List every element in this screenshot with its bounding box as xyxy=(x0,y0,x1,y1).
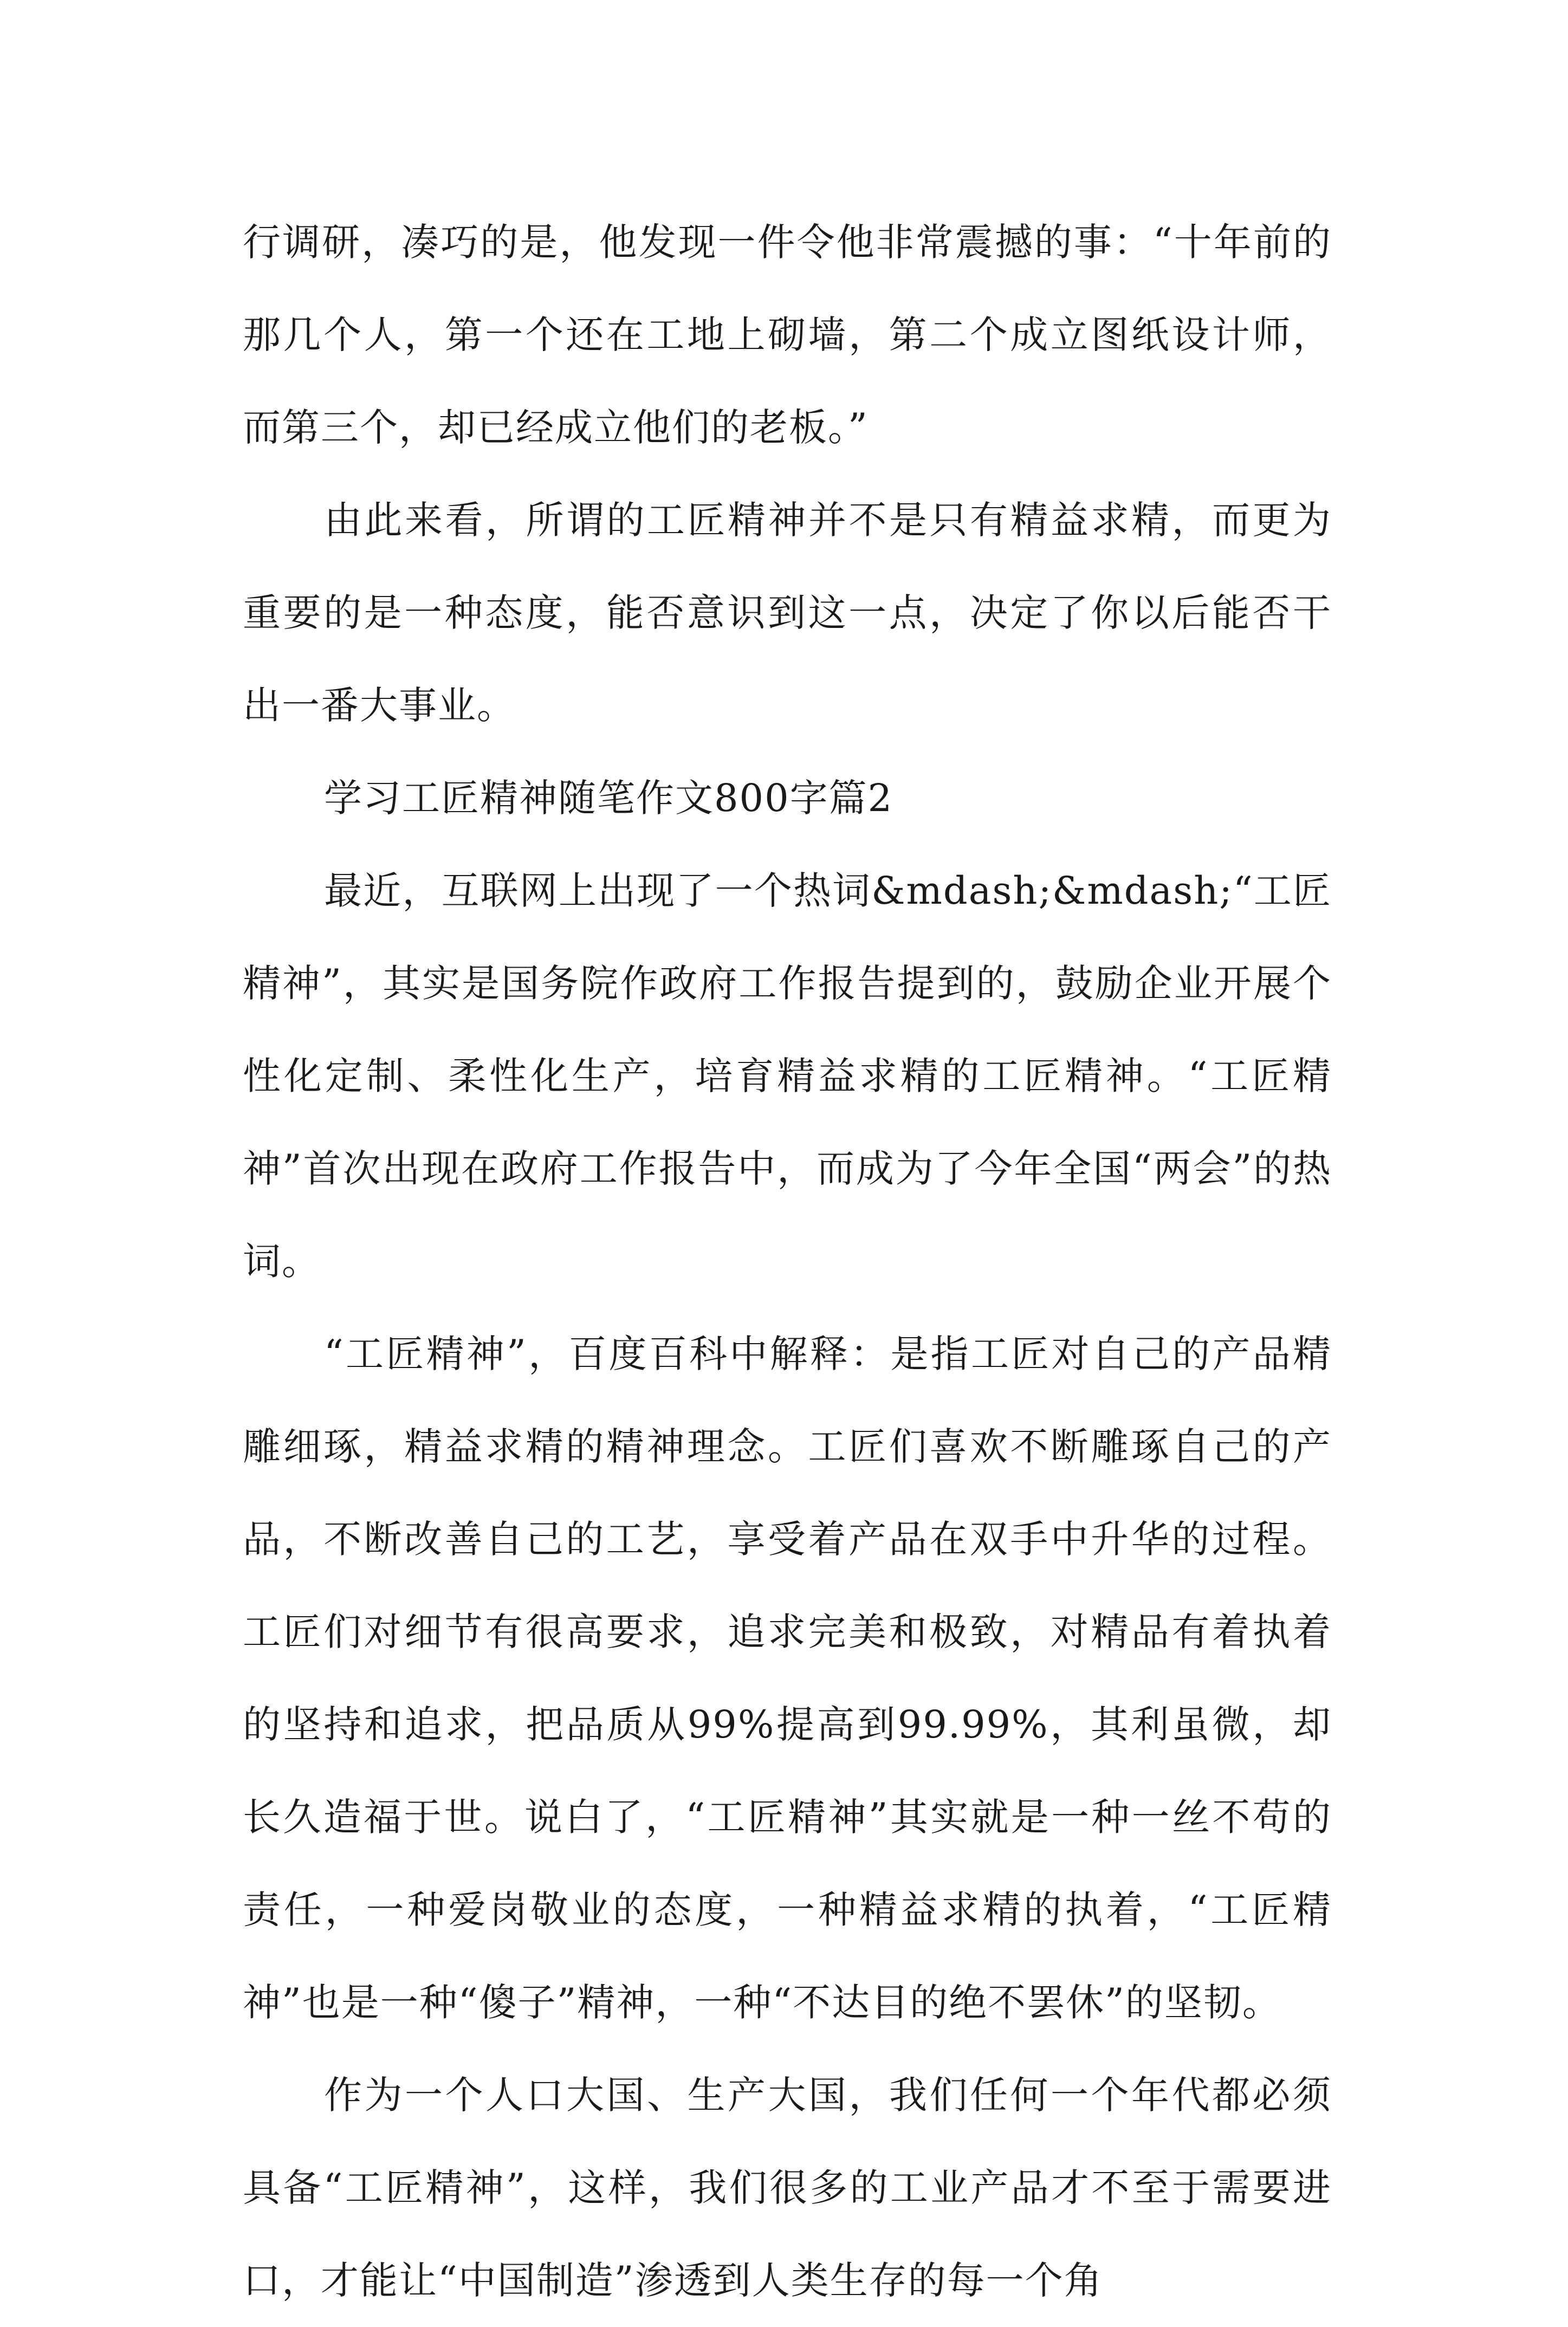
paragraph-intro: 最近，互联网上出现了一个热词&mdash;&mdash;“工匠精神”，其实是国务院作政府工作报告提到的，鼓励企业开展个性化定制、柔性化生产，培育精益求精的工匠精神。“工匠精神”首次出现在政府工作报告中，而成为了今年全国“两会”的热词。 xyxy=(243,868,1332,1284)
document-body xyxy=(243,196,1332,2327)
paragraph-definition: “工匠精神”，百度百科中解释：是指工匠对自己的产品精雕细琢，精益求精的精神理念。工匠们喜欢不断雕琢自己的产品，不断改善自己的工艺，享受着产品在双手中升华的过程。工匠们对细节有很高要求，追求完美和极致，对精品有着执着的坚持和追求，把品质从99%提高到99.99%，其利虽微，却长久造福于世。说白了，“工匠精神”其实就是一种一丝不苟的责任，一种爱岗敬业的态度，一种精益求精的执着，“工匠精神”也是一种“傻子”精神，一种“不达目的绝不罢休”的坚韧。 xyxy=(243,1332,1332,2025)
paragraph-continuation: 行调研，凑巧的是，他发现一件令他非常震撼的事：“十年前的那几个人，第一个还在工地上砌墙，第二个成立图纸设计师，而第三个，却已经成立他们的老板。” xyxy=(243,220,1332,450)
section-heading: 学习工匠精神随笔作文800字篇2 xyxy=(324,776,893,820)
paragraph-argument: 作为一个人口大国、生产大国，我们任何一个年代都必须具备“工匠精神”，这样，我们很多的工业产品才不至于需要进口，才能让“中国制造”渗透到人类生存的每一个角 xyxy=(243,2073,1332,2303)
paragraph-conclusion: 由此来看，所谓的工匠精神并不是只有精益求精，而更为重要的是一种态度，能否意识到这一点，决定了你以后能否干出一番大事业。 xyxy=(243,498,1332,728)
